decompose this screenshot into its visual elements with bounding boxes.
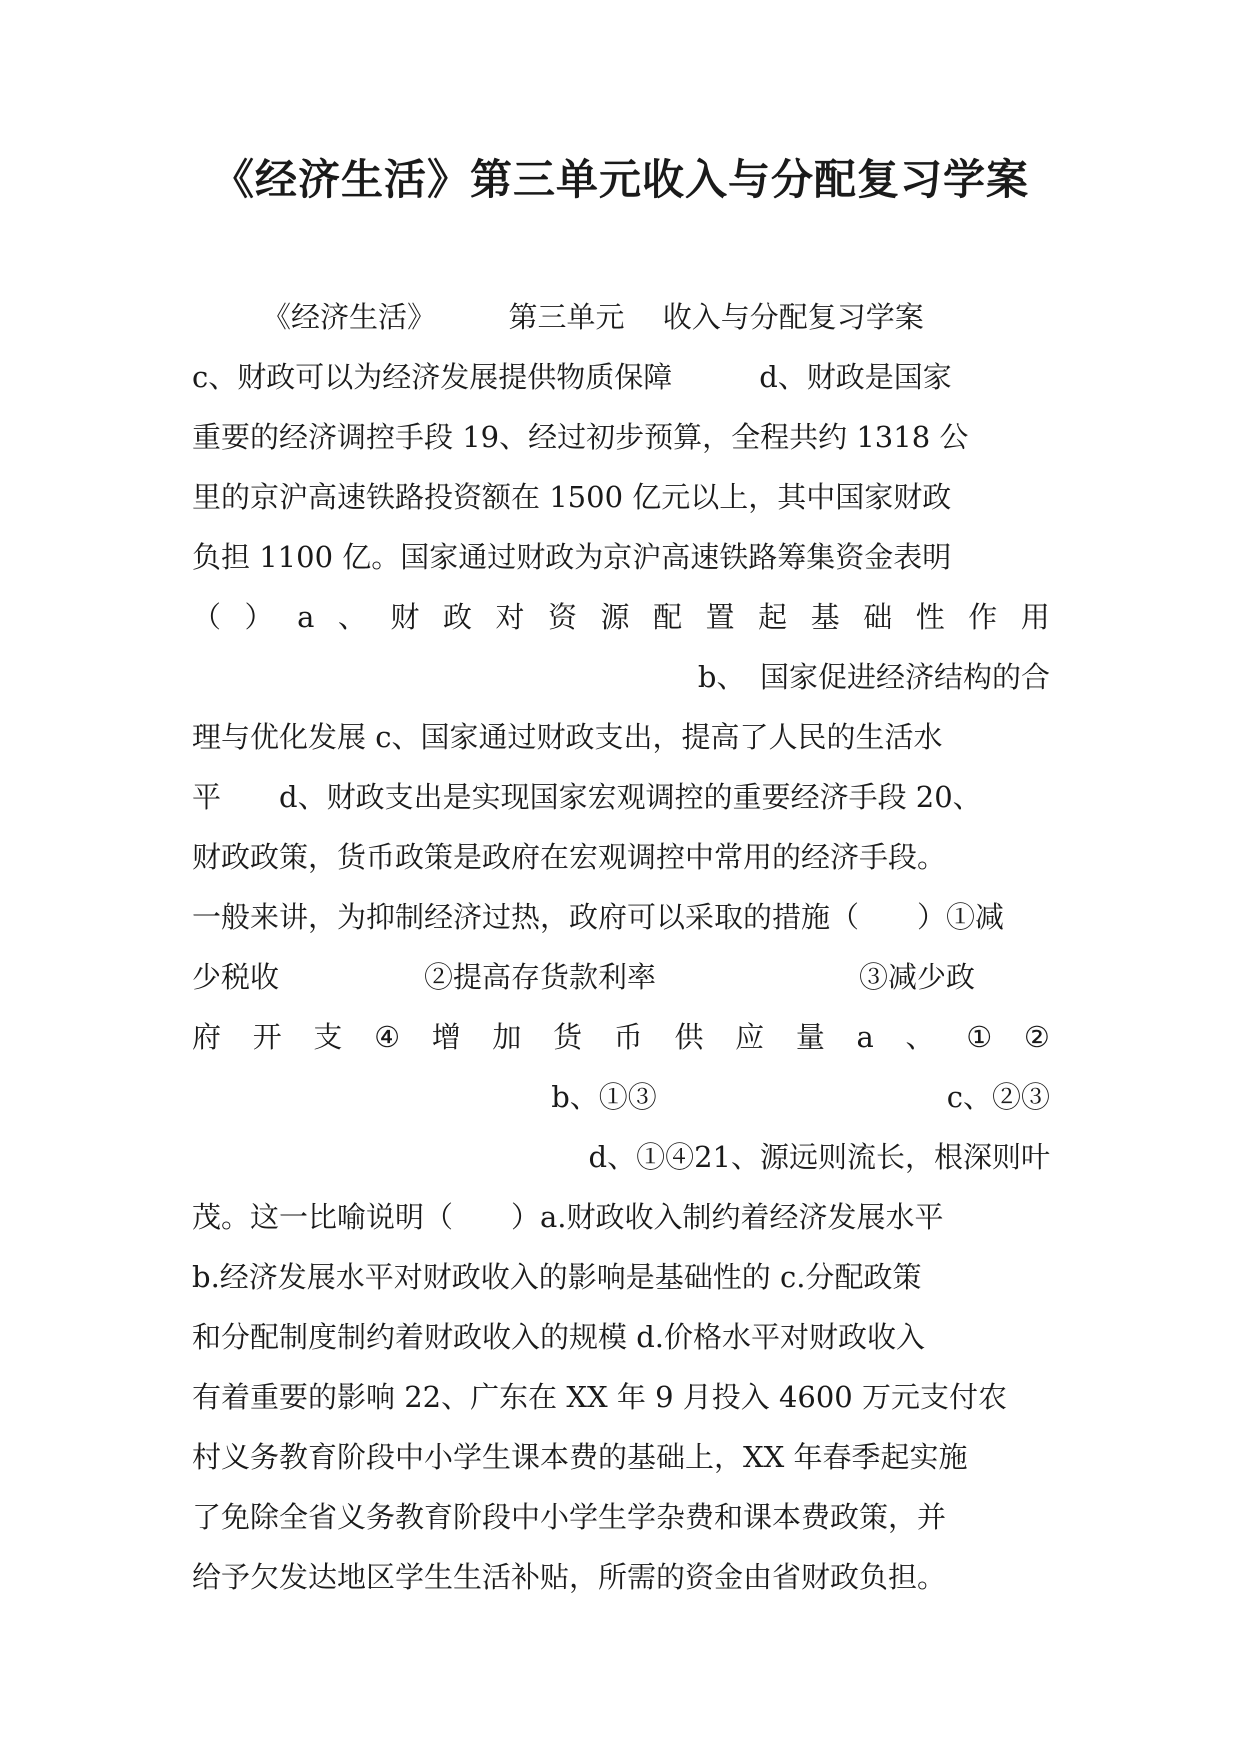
text-line: c、财政可以为经济发展提供物质保障 d、财政是国家 xyxy=(192,360,952,394)
text-segment: 币 xyxy=(613,1020,643,1054)
text-line: 给予欠发达地区学生生活补贴，所需的资金由省财政负担。 xyxy=(192,1560,947,1594)
text-segment: 性 xyxy=(915,600,945,634)
text-line: b、①③ c、②③ xyxy=(551,1080,1050,1114)
text-line: 和分配制度制约着财政收入的规模 d.价格水平对财政收入 xyxy=(192,1320,926,1354)
document-body xyxy=(192,287,1050,1607)
text-segment: 开 xyxy=(252,1020,282,1054)
text-segment: a xyxy=(297,600,315,634)
text-line: b、 国家促进经济结构的合 xyxy=(697,660,1050,694)
text-segment: 源 xyxy=(600,600,630,634)
text-line: 财政政策，货币政策是政府在宏观调控中常用的经济手段。 xyxy=(192,840,947,874)
text-line: 有着重要的影响 22、广东在 XX 年 9 月投入 4600 万元支付农 xyxy=(192,1380,1007,1414)
text-line-justified xyxy=(192,1007,1050,1067)
text-segment: 量 xyxy=(795,1020,825,1054)
text-line: 村义务教育阶段中小学生课本费的基础上，XX 年春季起实施 xyxy=(192,1440,968,1474)
text-segment: 作 xyxy=(968,600,998,634)
text-segment: 增 xyxy=(431,1020,461,1054)
text-segment: 用 xyxy=(1020,600,1050,634)
text-line: 理与优化发展 c、国家通过财政支出，提高了人民的生活水 xyxy=(192,720,943,754)
text-segment: 配 xyxy=(653,600,683,634)
text-segment: 置 xyxy=(705,600,735,634)
text-segment: 对 xyxy=(495,600,525,634)
text-segment: 应 xyxy=(735,1020,765,1054)
text-segment: 、 xyxy=(905,1020,935,1054)
text-segment: ④ xyxy=(374,1020,401,1054)
text-segment: 货 xyxy=(553,1020,583,1054)
text-segment: （ xyxy=(192,600,222,634)
text-segment: 础 xyxy=(863,600,893,634)
text-segment: 供 xyxy=(674,1020,704,1054)
text-line: 了免除全省义务教育阶段中小学生学杂费和课本费政策，并 xyxy=(192,1500,947,1534)
text-segment: 起 xyxy=(758,600,788,634)
text-line: 茂。这一比喻说明（ ）a.财政收入制约着经济发展水平 xyxy=(192,1200,944,1234)
text-segment: 基 xyxy=(810,600,840,634)
text-line: 少税收 ②提高存货款利率 ③减少政 xyxy=(192,960,976,994)
text-line: 重要的经济调控手段 19、经过初步预算，全程共约 1318 公 xyxy=(192,420,969,454)
text-segment: 加 xyxy=(492,1020,522,1054)
text-segment: 资 xyxy=(548,600,578,634)
text-segment: 财 xyxy=(390,600,420,634)
text-segment: ① xyxy=(966,1020,993,1054)
text-segment: 政 xyxy=(442,600,472,634)
text-segment: ② xyxy=(1023,1020,1050,1054)
text-segment: 府 xyxy=(192,1020,222,1054)
text-segment: a xyxy=(856,1020,874,1054)
subtitle-line: 《经济生活》 第三单元 收入与分配复习学案 xyxy=(262,300,924,334)
text-line: 里的京沪高速铁路投资额在 1500 亿元以上，其中国家财政 xyxy=(192,480,952,514)
text-line: d、①④21、源远则流长，根深则叶 xyxy=(588,1140,1050,1174)
text-line: 平 d、财政支出是实现国家宏观调控的重要经济手段 20、 xyxy=(192,780,982,814)
text-segment: 支 xyxy=(313,1020,343,1054)
text-line-justified xyxy=(192,587,1050,647)
text-line: b.经济发展水平对财政收入的影响是基础性的 c.分配政策 xyxy=(192,1260,922,1294)
document-title: 《经济生活》第三单元收入与分配复习学案 xyxy=(211,155,1029,204)
text-line: 一般来讲，为抑制经济过热，政府可以采取的措施（ ）①减 xyxy=(192,900,1005,934)
text-segment: ） xyxy=(244,600,274,634)
text-segment: 、 xyxy=(337,600,367,634)
text-line: 负担 1100 亿。国家通过财政为京沪高速铁路筹集资金表明 xyxy=(192,540,952,574)
